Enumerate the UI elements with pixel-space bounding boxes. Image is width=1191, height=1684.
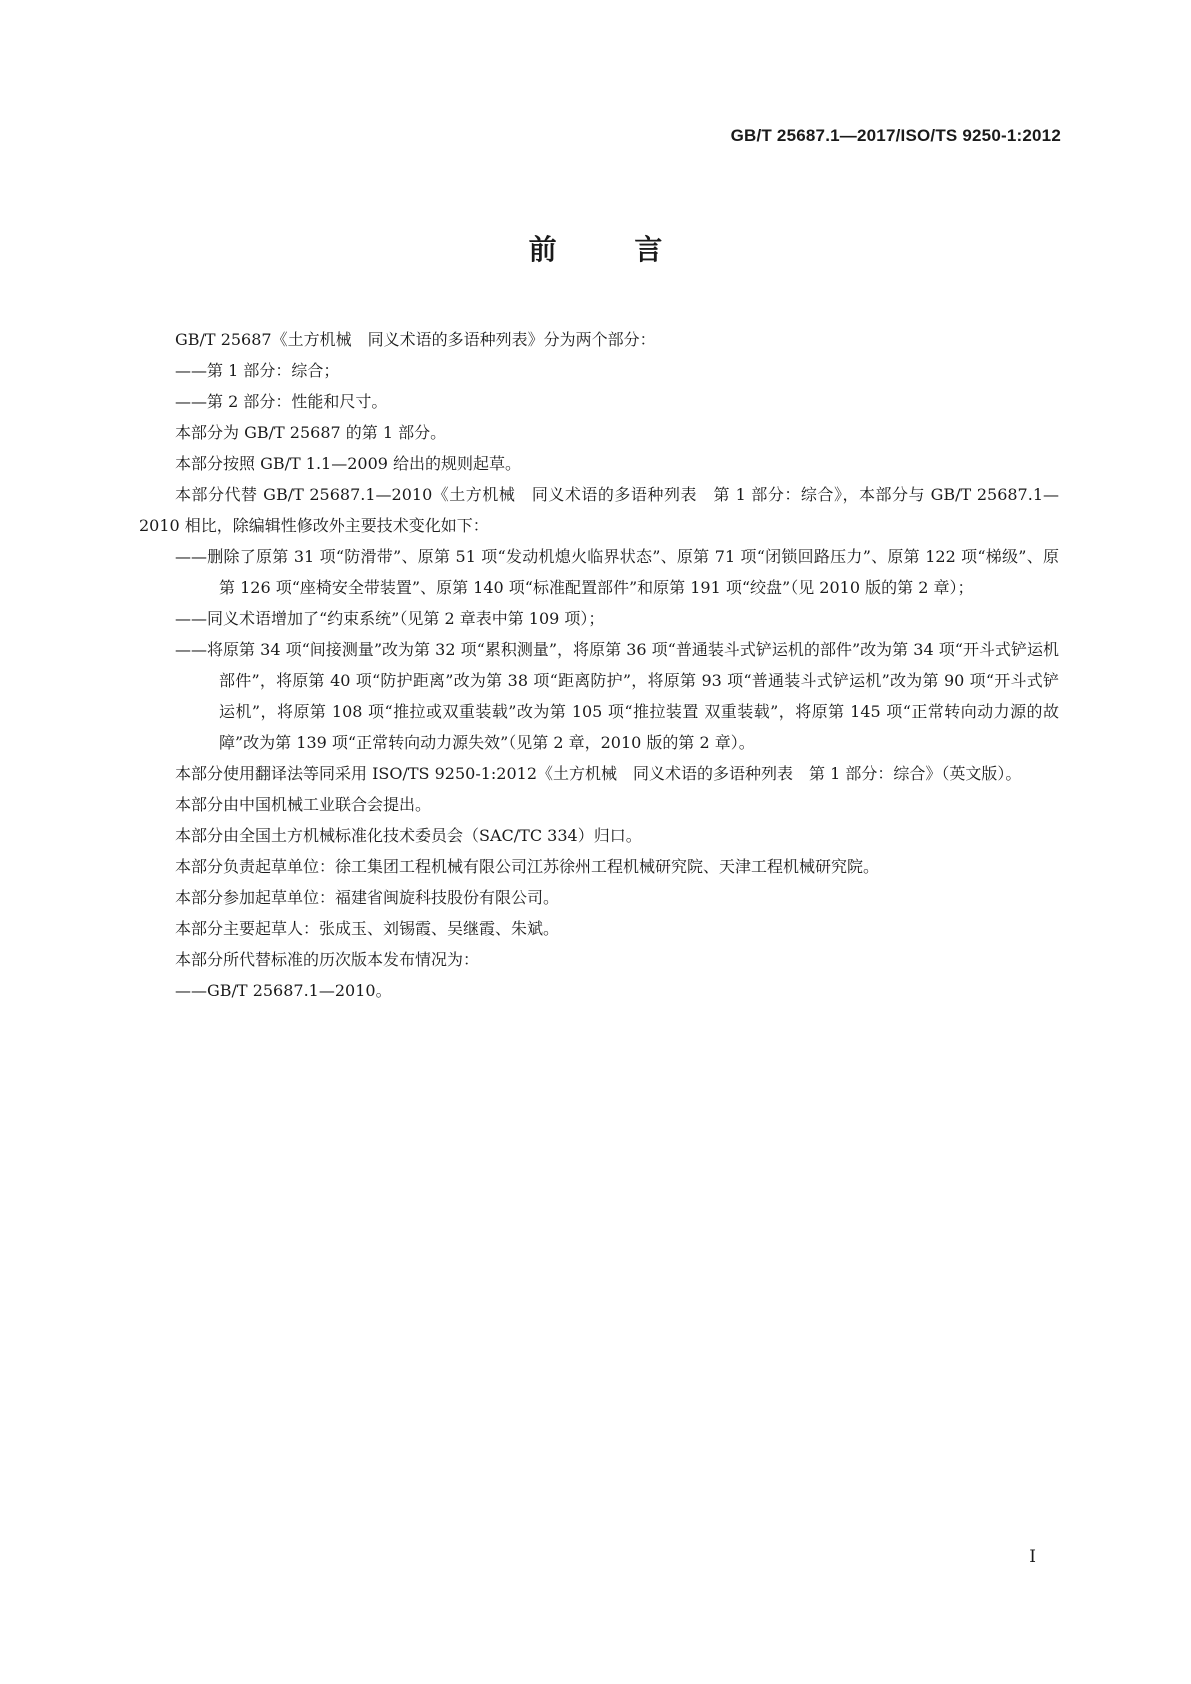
paragraph-drafters: 本部分主要起草人：张成玉、刘锡霞、吴继霞、朱斌。 <box>175 919 560 938</box>
list-item-part-1: ——第 1 部分：综合； <box>175 361 340 380</box>
paragraph-proposed-by: 本部分由中国机械工业联合会提出。 <box>175 795 432 814</box>
list-item-deletions: ——删除了原第 31 项“防滑带”、原第 51 项“发动机熄火临界状态”、原第 71 项“闭锁回路压力”、原第 122 项“梯级”、原第 126 项“座椅安全带装置”、原第 140 项“标准配置部件”和原第 191 项“绞盘”（见 2010 版的第 2 章）； <box>175 547 1059 597</box>
foreword-body <box>139 324 1059 1006</box>
paragraph-participating-units: 本部分参加起草单位：福建省闽旋科技股份有限公司。 <box>175 888 560 907</box>
list-item-changes: ——将原第 34 项“间接测量”改为第 32 项“累积测量”，将原第 36 项“普通装斗式铲运机的部件”改为第 34 项“开斗式铲运机部件”，将原第 40 项“防护距离”改为第 38 项“距离防护”，将原第 93 项“普通装斗式铲运机”改为第 90 项“开斗式铲运机”，将原第 108 项“推拉或双重装载”改为第 105 项“推拉装置 双重装载”，将原第 145 项“正常转向动力源的故障”改为第 139 项“正常转向动力源失效”（见第 2 章，2010 版的第 2 章）。 <box>175 640 1059 752</box>
paragraph-replacement: 本部分代替 GB/T 25687.1—2010《土方机械 同义术语的多语种列表 第 1 部分：综合》，本部分与 GB/T 25687.1—2010 相比，除编辑性修改外主要技术变化如下： <box>139 485 1059 535</box>
paragraph-translation: 本部分使用翻译法等同采用 ISO/TS 9250-1:2012《土方机械 同义术语的多语种列表 第 1 部分：综合》（英文版）。 <box>175 764 1022 783</box>
list-item-additions: ——同义术语增加了“约束系统”（见第 2 章表中第 109 项）； <box>175 609 605 628</box>
paragraph-centralized-by: 本部分由全国土方机械标准化技术委员会（SAC/TC 334）归口。 <box>175 826 642 845</box>
list-item-part-2: ——第 2 部分：性能和尺寸。 <box>175 392 388 411</box>
page-title: 前 言 <box>528 233 697 266</box>
standard-code-header: GB/T 25687.1—2017/ISO/TS 9250-1:2012 <box>730 126 1061 145</box>
list-item-previous-edition: ——GB/T 25687.1—2010。 <box>175 981 392 1000</box>
page-number: I <box>1029 1547 1036 1567</box>
paragraph-previous-editions: 本部分所代替标准的历次版本发布情况为： <box>175 950 480 969</box>
paragraph-drafting-rules: 本部分按照 GB/T 1.1—2009 给出的规则起草。 <box>175 454 522 473</box>
paragraph-part-statement: 本部分为 GB/T 25687 的第 1 部分。 <box>175 423 447 442</box>
paragraph-drafting-units: 本部分负责起草单位：徐工集团工程机械有限公司江苏徐州工程机械研究院、天津工程机械研究院。 <box>175 857 880 876</box>
paragraph-parts-intro: GB/T 25687《土方机械 同义术语的多语种列表》分为两个部分： <box>175 330 656 349</box>
